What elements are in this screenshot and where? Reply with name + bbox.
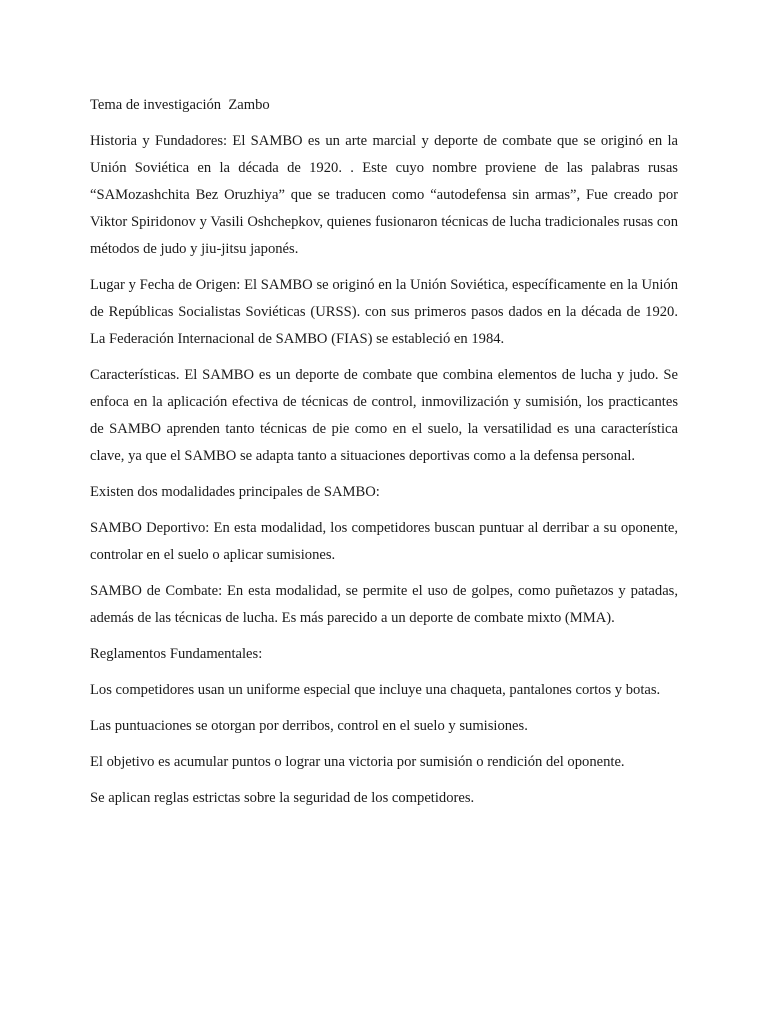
paragraph-seguridad: Se aplican reglas estrictas sobre la seguridad de los competidores. [90,790,475,806]
paragraph-reglamentos: Reglamentos Fundamentales: [90,646,263,662]
paragraph-objetivo: El objetivo es acumular puntos o lograr una victoria por sumisión o rendición del oponente. [90,754,625,770]
paragraph-sambo-deportivo: SAMBO Deportivo: En esta modalidad, los competidores buscan puntuar al derribar a su oponente, controlar en el suelo o aplicar sumisiones. [90,520,678,563]
paragraph-puntuaciones: Las puntuaciones se otorgan por derribos, control en el suelo y sumisiones. [90,718,528,734]
paragraph-historia: Historia y Fundadores: El SAMBO es un arte marcial y deporte de combate que se originó en la Unión Soviética en la década de 1920. . Este cuyo nombre proviene de las palabras rusas “SAMozashchita Bez Oruzhiya” que se traducen como “autodefensa sin armas”, Fue creado por Viktor Spiridonov y Vasili Oshchepkov, quienes fusionaron técnicas de lucha tradicionales rusas con métodos de judo y jiu-jitsu japonés. [90,133,678,257]
paragraph-sambo-combate: SAMBO de Combate: En esta modalidad, se permite el uso de golpes, como puñetazos y patadas, además de las técnicas de lucha. Es más parecido a un deporte de combate mixto (MMA). [90,583,678,626]
document-title: Tema de investigación Zambo [90,97,270,113]
paragraph-uniforme: Los competidores usan un uniforme especial que incluye una chaqueta, pantalones cortos y botas. [90,682,661,698]
document-body [90,92,678,821]
paragraph-lugar-fecha: Lugar y Fecha de Origen: El SAMBO se originó en la Unión Soviética, específicamente en la Unión de Repúblicas Socialistas Soviéticas (URSS). con sus primeros pasos dados en la década de 1920. La Federación Internacional de SAMBO (FIAS) se estableció en 1984. [90,277,678,347]
paragraph-caracteristicas: Características. El SAMBO es un deporte de combate que combina elementos de lucha y judo. Se enfoca en la aplicación efectiva de técnicas de control, inmovilización y sumisión, los practicantes de SAMBO aprenden tanto técnicas de pie como en el suelo, la versatilidad es una característica clave, ya que el SAMBO se adapta tanto a situaciones deportivas como a la defensa personal. [90,367,678,464]
paragraph-modalidades: Existen dos modalidades principales de SAMBO: [90,484,380,500]
